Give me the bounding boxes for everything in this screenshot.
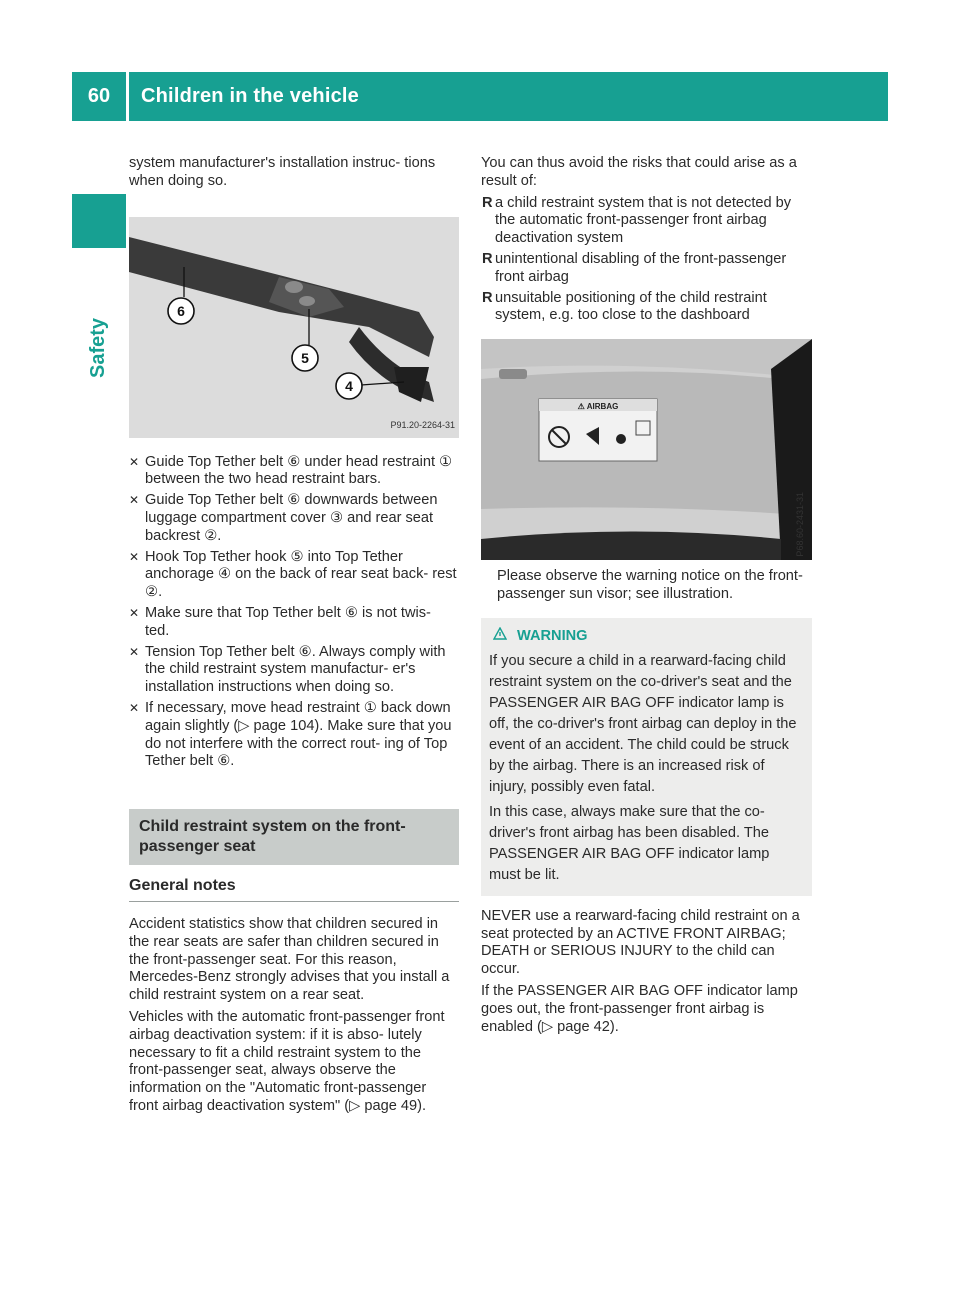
step-text: Guide Top Tether belt ⑥ downwards between luggage compartment cover ③ and rear seat backrest ②. [145,492,438,544]
bullet-icon: R [482,289,493,306]
figure-caption: Please observe the warning notice on the front-passenger sun visor; see illustration. [497,568,803,602]
step-item [129,549,459,602]
step-text: Make sure that Top Tether belt ⑥ is not twis- ted. [145,604,431,639]
section-marker [72,194,126,248]
left-intro: system manufacturer's installation instruc- tions when doing so. [129,155,436,189]
top-tether-illustration [129,217,459,438]
callout-4: 4 [345,377,353,394]
arrow-icon: ✕ [129,454,140,469]
never-para: NEVER use a rearward-facing child restraint on a seat protected by an ACTIVE FRONT AIRBAG; DEATH or SERIOUS INJURY to the child can occur. [481,907,800,978]
general-notes-para-2: Vehicles with the automatic front-passenger front airbag deactivation system: if it is abso- lutely necessary to fit a child restraint system to the front-passenger seat, always observe the information on the "Automatic front-passenger front airbag deactivation system" (▷ page 49). [129,1008,445,1114]
warning-para-2: In this case, always make sure that the co- driver's front airbag has been disabled. The PASSENGER AIR BAG OFF indicator lamp must be lit. [489,803,770,883]
left-column [129,155,459,1120]
warning-header [493,626,804,647]
figure2-code: P68.60-2431-31 [795,491,806,557]
list-item-text: unsuitable positioning of the child restraint system, e.g. too close to the dashboard [495,289,767,324]
step-item [129,700,459,771]
callout-5: 5 [301,349,309,366]
bullet-icon: R [482,250,493,267]
right-column [481,155,812,1040]
warning-title: WARNING [517,627,588,644]
section-label: Safety [87,317,109,378]
general-notes-para-1: Accident statistics show that children secured in the rear seats are safer than children secured in the front-passenger seat. For this reason, Mercedes-Benz strongly advises that you install a child restraint system on a rear seat. [129,915,450,1004]
header-divider [126,72,129,121]
airbag-label: ⚠ AIRBAG [577,402,619,412]
sun-visor-figure [481,339,812,560]
step-item [129,454,459,490]
step-text: Hook Top Tether hook ⑤ into Top Tether anchorage ④ on the back of rear seat back- rest ②. [145,548,457,601]
right-intro: You can thus avoid the risks that could arise as a result of: [481,155,797,189]
step-item [129,605,459,641]
step-text: Tension Top Tether belt ⑥. Always comply with the child restraint system manufactur- er's installation instructions when doing so. [145,643,446,696]
list-item [481,290,812,326]
page-number: 60 [87,85,111,107]
list-item [481,251,812,287]
list-item [481,195,812,248]
arrow-icon: ✕ [129,700,140,715]
sun-visor-illustration [481,339,812,560]
list-item-text: unintentional disabling of the front-passenger front airbag [495,250,787,285]
arrow-icon: ✕ [129,549,140,564]
step-text: Guide Top Tether belt ⑥ under head restraint ① between the two head restraint bars. [145,453,453,488]
list-item-text: a child restraint system that is not detected by the automatic front-passenger front airbag deactivation system [495,194,792,247]
callout-6: 6 [177,302,185,319]
warning-box [481,618,812,896]
warning-triangle-icon [493,626,507,647]
arrow-icon: ✕ [129,605,140,620]
page-title: Children in the vehicle [141,85,359,107]
subsection-heading: General notes [129,877,459,902]
warning-para-1: If you secure a child in a rearward-facing child restraint system on the co-driver's seat and the PASSENGER AIR BAG OFF indicator lamp is off, the co-driver's front airbag can deploy in the event of an accident. The child could be struck by the airbag. There is an increased risk of injury, possibly even fatal. [489,652,797,795]
step-item [129,492,459,545]
arrow-icon: ✕ [129,493,140,508]
top-tether-figure [129,217,459,438]
bullet-icon: R [482,194,493,211]
step-item [129,644,459,697]
step-text: If necessary, move head restraint ① back down again slightly (▷ page 104). Make sure that you do not interfere with the correct rout- ing of Top Tether belt ⑥. [145,699,452,770]
section-heading: Child restraint system on the front- passenger seat [129,809,459,865]
indicator-para: If the PASSENGER AIR BAG OFF indicator lamp goes out, the front-passenger front airbag is enabled (▷ page 42). [481,982,798,1035]
arrow-icon: ✕ [129,644,140,659]
figure1-code: P91.20-2264-31 [390,419,455,430]
